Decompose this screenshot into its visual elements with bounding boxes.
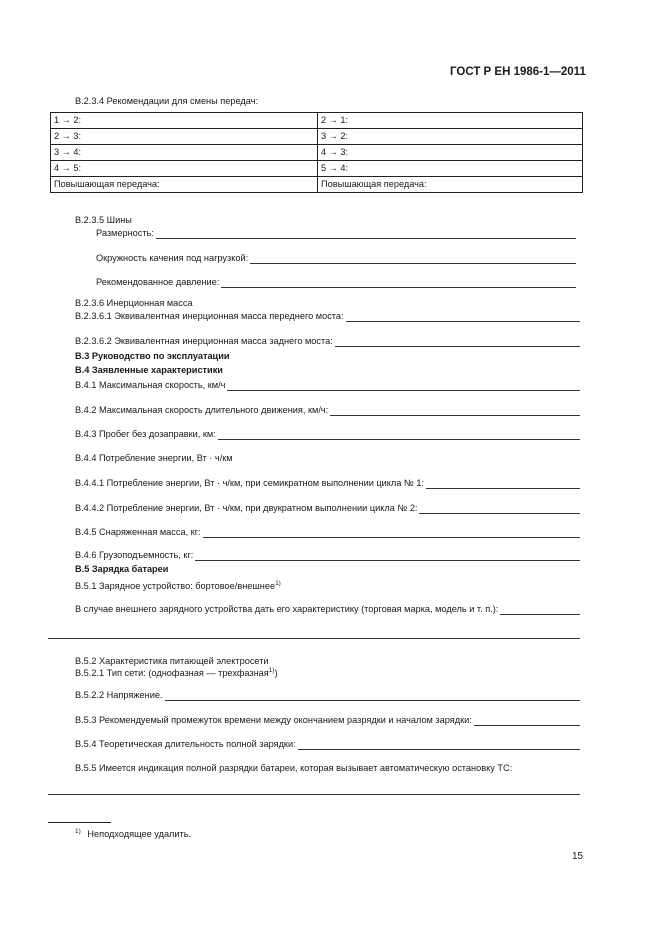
charge-interval-field[interactable]: [75, 715, 580, 726]
voltage-field[interactable]: [75, 690, 580, 701]
external-charger-field[interactable]: [75, 604, 580, 615]
blank-line[interactable]: [335, 338, 580, 347]
gear-shift-table: [50, 112, 583, 193]
field-label: B.4.3 Пробег без дозаправки, км:: [75, 429, 216, 439]
field-label: B.5.3 Рекомендуемый промежуток времени между окончанием разрядки и началом зарядки:: [75, 715, 472, 725]
blank-line[interactable]: [48, 794, 580, 795]
field-label: Рекомендованное давление:: [96, 277, 220, 287]
manual-heading: B.3 Руководство по эксплуатации: [75, 351, 230, 361]
blank-line[interactable]: [250, 255, 576, 264]
table-cell: 2 → 3:: [51, 129, 318, 145]
table-cell: 5 → 4:: [318, 161, 583, 177]
table-row: [51, 145, 583, 161]
blank-line[interactable]: [221, 279, 576, 288]
charging-heading: B.5 Зарядка батареи: [75, 564, 169, 574]
footnote: [75, 829, 191, 840]
payload-field[interactable]: [75, 550, 580, 561]
field-label: B.5.2.2 Напряжение.: [75, 690, 163, 700]
front-inertia-field[interactable]: [75, 311, 580, 322]
table-cell: 2 → 1:: [318, 113, 583, 129]
field-label: B.4.1 Максимальная скорость, км/ч: [75, 380, 226, 390]
tire-pressure-field[interactable]: [96, 277, 576, 288]
footnote-text: Неподходящее удалить.: [87, 829, 192, 839]
blank-line[interactable]: [419, 505, 580, 514]
charger-type-line: [75, 581, 281, 592]
table-cell: 1 → 2:: [51, 113, 318, 129]
blank-line[interactable]: [346, 313, 580, 322]
blank-line[interactable]: [330, 407, 580, 416]
max-sustained-speed-field[interactable]: [75, 405, 580, 416]
blank-line[interactable]: [218, 431, 580, 440]
range-field[interactable]: [75, 429, 580, 440]
energy-heading: B.4.4 Потребление энергии, Вт · ч/км: [75, 453, 233, 463]
table-cell: 3 → 4:: [51, 145, 318, 161]
field-label: Размерность:: [96, 228, 154, 238]
field-label: В случае внешнего зарядного устройства дать его характеристику (торговая марка, модель и т. п.):: [75, 604, 499, 614]
blank-line[interactable]: [165, 692, 581, 701]
table-row: [51, 129, 583, 145]
energy-cycle1-field[interactable]: [75, 478, 580, 489]
field-label: B.5.4 Теоретическая длительность полной зарядки:: [75, 739, 296, 749]
blank-line[interactable]: [298, 741, 580, 750]
field-label: Окружность качения под нагрузкой:: [96, 253, 249, 263]
blank-line[interactable]: [195, 552, 580, 561]
blank-line[interactable]: [48, 638, 580, 639]
page-number: 15: [572, 851, 584, 862]
blank-line[interactable]: [156, 230, 576, 239]
footnote-ref: 1): [268, 667, 275, 674]
field-label: B.4.6 Грузоподъемность, кг:: [75, 550, 194, 560]
table-cell: 4 → 3:: [318, 145, 583, 161]
network-type-line: [75, 668, 278, 679]
network-type-label: B.5.2.1 Тип сети: (однофазная — трехфазная: [75, 668, 269, 678]
blank-line[interactable]: [227, 382, 580, 391]
field-label: B.2.3.6.1 Эквивалентная инерционная масса переднего моста:: [75, 311, 344, 321]
blank-line[interactable]: [426, 480, 580, 489]
field-label: B.4.4.2 Потребление энергии, Вт · ч/км, при двукратном выполнении цикла № 2:: [75, 503, 418, 513]
tires-heading: B.2.3.5 Шины: [75, 215, 132, 225]
field-label: B.4.5 Снаряженная масса, кг:: [75, 527, 201, 537]
footnote-ref: 1): [275, 580, 281, 587]
table-cell: Повышающая передача:: [318, 177, 583, 193]
blank-line[interactable]: [474, 717, 580, 726]
supply-heading: B.5.2 Характеристика питающей электросети: [75, 656, 269, 666]
table-row: [51, 113, 583, 129]
footnote-divider: [48, 822, 111, 823]
discharge-indication-label: B.5.5 Имеется индикация полной разрядки батареи, которая вызывает автоматическую остановку ТС:: [75, 763, 513, 773]
field-label: B.4.4.1 Потребление энергии, Вт · ч/км, при семикратном выполнении цикла № 1:: [75, 478, 424, 488]
tire-size-field[interactable]: [96, 228, 576, 239]
gear-shift-heading: B.2.3.4 Рекомендации для смены передач:: [75, 96, 258, 106]
network-type-close: ): [274, 668, 278, 678]
blank-line[interactable]: [500, 606, 580, 615]
declared-heading: B.4 Заявленные характеристики: [75, 365, 223, 375]
max-speed-field[interactable]: [75, 380, 580, 391]
charger-type-label: B.5.1 Зарядное устройство: бортовое/внешнее: [75, 581, 276, 591]
blank-line[interactable]: [203, 529, 580, 538]
field-label: B.2.3.6.2 Эквивалентная инерционная масса заднего моста:: [75, 336, 333, 346]
footnote-mark: 1): [75, 828, 81, 835]
energy-cycle2-field[interactable]: [75, 503, 580, 514]
document-title: ГОСТ Р ЕН 1986-1—2011: [450, 66, 586, 78]
charge-duration-field[interactable]: [75, 739, 580, 750]
table-cell: 4 → 5:: [51, 161, 318, 177]
table-row: [51, 177, 583, 193]
curb-mass-field[interactable]: [75, 527, 580, 538]
table-cell: 3 → 2:: [318, 129, 583, 145]
table-row: [51, 161, 583, 177]
inertia-heading: B.2.3.6 Инерционная масса: [75, 298, 193, 308]
table-cell: Повышающая передача:: [51, 177, 318, 193]
field-label: B.4.2 Максимальная скорость длительного движения, км/ч:: [75, 405, 329, 415]
tire-circumference-field[interactable]: [96, 253, 576, 264]
rear-inertia-field[interactable]: [75, 336, 580, 347]
